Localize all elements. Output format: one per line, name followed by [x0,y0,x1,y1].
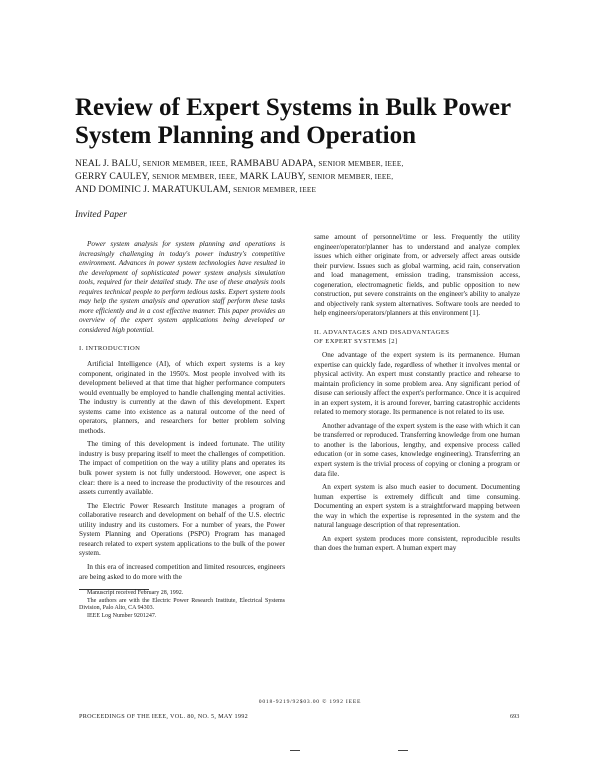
copyright-line: 0018-9219/92$03.00 © 1992 IEEE [258,699,362,705]
author-name: NEAL J. BALU, [75,158,141,169]
paragraph: The Electric Power Research Institute manages a program of collaborative research and development on behalf of the U.S. electric utility industry and its customers. For a number of years, the Power System Planning and Operations (PSPO) Program has managed research related to expert system applications to the bulk of the power system. [79,501,285,558]
page-number: 693 [510,713,520,720]
paragraph: Another advantage of the expert system is the ease with which it can be transferred or reproduced. Transferring knowledge from one human to another is the laborious, lengthy, and expensive process called education (or in some cases, knowledge engineering). Transferring an expert system is the trivial process of copying or cloning a program or data file. [314,421,520,478]
author-role: SENIOR MEMBER, IEEE, [318,159,404,168]
section-heading-advantages [314,328,520,347]
crop-mark [290,750,300,751]
author-name: MARK LAUBY, [239,171,306,183]
paragraph: same amount of personnel/time or less. Frequently the utility engineer/operator/planner has to understand and analyze complex issues which either originate from, or adversely affect areas outside their purview. Issues such as global warming, acid rain, conservation and load management, emission trading, transmission access, cogeneration, electromagnetic fields, and public opposition to new construction, put severe constraints on the engineer's ability to analyze and objectively rank system alternatives. Software tools are needed to help engineers/operators/planners at this environment [1]. [314,233,520,318]
left-column [79,240,285,620]
author-role: SENIOR MEMBER, IEEE, [308,172,394,182]
author-role: SENIOR MEMBER, IEEE, [142,159,228,168]
footnote: Manuscript received February 28, 1992. [87,590,184,597]
author-name: GERRY CAULEY, [75,171,150,183]
author-role: SENIOR MEMBER, IEEE [233,185,317,195]
abstract [79,240,285,335]
section-heading-introduction: I. INTRODUCTION [79,345,141,353]
author-name: RAMBABU ADAPA, [230,158,316,169]
section-heading-line: II. ADVANTAGES AND DISADVANTAGES [314,328,450,336]
footnote: The authors are with the Electric Power Research Institute, Electrical Systems Division, Palo Alto, CA 94303. [79,597,285,612]
paragraph: The timing of this development is indeed fortunate. The utility industry is busy preparing itself to meet the challenges of competition. The impact of competition on the way a utility plans and operates its bulk power system is not fully understood. However, one aspect is clear: there is a need to increase the productivity of the resources and assets currently available. [79,440,285,497]
paragraph: Artificial Intelligence (AI), of which expert systems is a key component, originated in the 1950's. Most people involved with its development believed at that time that higher performance computers would eventually be employed to handle challenging mental activities. The industry is currently at the dawn of this development. Expert systems came into existence as a natural outcome of the need of operators, planners, and researchers for better problem solving methods. [79,360,285,435]
footnote: IEEE Log Number 9201247. [87,612,157,619]
paragraph: In this era of increased competition and limited resources, engineers are being asked to do more with the [79,562,285,581]
crop-mark [398,750,408,751]
paragraph: An expert system produces more consistent, reproducible results than does the human expert. A human expert may [314,534,520,553]
abstract-text: Power system analysis for system planning and operations is increasingly challenging in today's power industry's competitive environment. Advances in power system technologies have resulted in the development of sophisticated power system analysis simulation tools, required for their detailed study. The use of these analysis tools requires technical people to perform tedious tasks. Expert system tools may help the system analysis and operation staff perform these tasks more efficiently and in a cost effective manner. This paper provides an overview of the expert system applications being developed or considered high potential. [79,240,285,334]
paragraph: One advantage of the expert system is its permanence. Human expertise can quickly fade, regardless of whether it involves mental or physical activity. An expert must constantly practice and rehearse to maintain proficiency in some problem area. Any significant period of disuse can seriously affect the expert's performance. Once it is acquired in an expert system, it is around forever, barring catastrophic accidents related to memory storage. Its permanence is not related to its use. [314,351,520,417]
section-heading-line: OF EXPERT SYSTEMS [2] [314,338,398,346]
invited-paper-label: Invited Paper [75,210,127,220]
paper-title: Review of Expert Systems in Bulk Power System Planning and Operation [75,94,511,149]
author-role: SENIOR MEMBER, IEEE, [152,172,238,182]
right-column [314,233,520,554]
journal-footer: PROCEEDINGS OF THE IEEE, VOL. 80, NO. 5, MAY 1992 [79,713,249,720]
author-name: AND DOMINIC J. MARATUKULAM, [75,184,231,196]
paragraph: An expert system is also much easier to document. Documenting human expertise is extremely difficult and time consuming. Documenting an expert system is a straightforward mapping between the way in which the expertise is represented in the system and the natural language description of that representation. [314,483,520,530]
author-list [75,157,545,197]
